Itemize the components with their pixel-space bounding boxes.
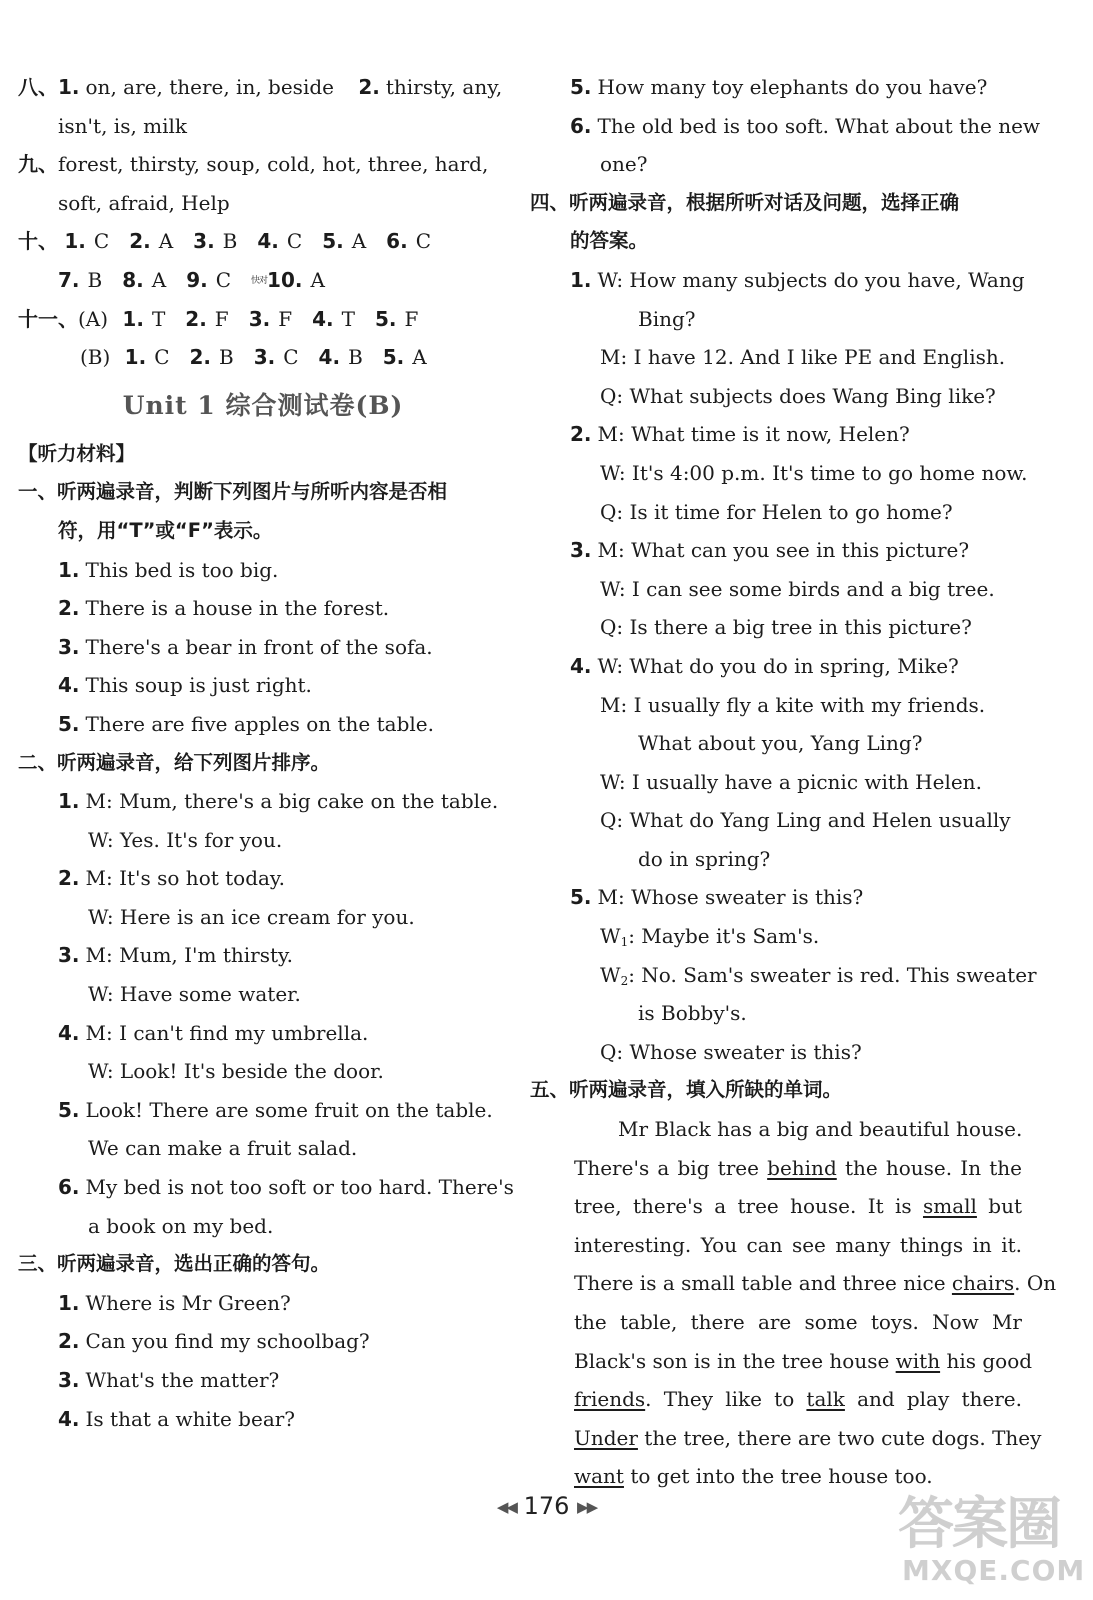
answer-section-10-cont (18, 261, 508, 300)
right-column (530, 68, 1057, 1496)
s2-item-3: 3. M: Mum, I'm thirsty. (58, 943, 294, 968)
s4-q4-reply-cont: What about you, Yang Ling? (638, 731, 923, 756)
s5-line-5: There is a small table and three nice chairs. On (574, 1271, 1057, 1296)
s3-item-2 (18, 1322, 508, 1361)
s5-line-8: friends. They like to talk and play there. (574, 1387, 1022, 1412)
s4-q4-question-cont: do in spring? (638, 846, 771, 871)
answer-value: C (286, 229, 303, 254)
s1-item-3 (18, 628, 508, 667)
item-number: 2. (58, 596, 80, 621)
answer-row-a (122, 307, 438, 331)
section-1-title: 一、听两遍录音，判断下列图片与所听内容是否相 (18, 480, 448, 504)
next-arrows-icon: ▶▶ (577, 1498, 597, 1516)
answer-number: 6. (386, 229, 408, 254)
s5-line-1: Mr Black has a big and beautiful house. (618, 1117, 1023, 1142)
answer-number: 1. (122, 306, 144, 331)
s5-line-10: want to get into the tree house too. (574, 1464, 933, 1489)
answer-value: A (158, 229, 174, 254)
answer-number: 4. (312, 306, 334, 331)
s3-item-1 (18, 1284, 508, 1323)
answer-number: 3. (193, 229, 215, 254)
answer-number: 1. (124, 345, 147, 370)
s4-q2: 2. M: What time is it now, Helen? (570, 422, 910, 447)
item-text: This bed is too big. (85, 557, 279, 582)
s4-q1-reply: M: I have 12. And I like PE and English. (600, 345, 1006, 370)
s2-item-6: 6. My bed is not too soft or too hard. There's (58, 1175, 514, 1200)
answer-value: A (310, 267, 325, 292)
s4-q1-cont: Bing? (638, 306, 696, 331)
s5-line-9: Under the tree, there are two cute dogs. They (574, 1425, 1042, 1450)
answer-section-8: 八、1. on, are, there, in, beside 2. thirsty, any, (18, 75, 503, 99)
s5-line-2: There's a big tree behind the house. In the (574, 1155, 1023, 1180)
s4-q4-reply: M: I usually fly a kite with my friends. (600, 692, 986, 717)
answer-section-9-cont: soft, afraid, Help (58, 190, 230, 215)
watermark-logo: 答案圈 MXQE.COM (898, 1492, 1086, 1587)
s4-q5: 5. M: Whose sweater is this? (570, 885, 864, 910)
item-number: 4. (58, 673, 80, 698)
s4-q1-question: Q: What subjects does Wang Bing like? (600, 383, 996, 408)
answer-blank: want (574, 1464, 624, 1489)
answer-number: 3. (253, 345, 276, 370)
s4-q1: 1. W: How many subjects do you have, Wang (570, 267, 1025, 292)
section-1-title-cont: 符，用“T”或“F”表示。 (58, 518, 273, 542)
answer-value: A (151, 267, 167, 292)
answer-row-2 (58, 268, 345, 292)
answer-value: B (87, 267, 103, 292)
answer-number: 5. (382, 345, 405, 370)
answer-number: 4. (257, 229, 279, 254)
s5-line-6: the table, there are some toys. Now Mr (574, 1310, 1022, 1334)
item-text: There is a house in the forest. (85, 596, 390, 621)
s4-q4-reply-2: W: I usually have a picnic with Helen. (600, 769, 982, 794)
answer-value: B (219, 345, 234, 370)
item-number: 1. (58, 1290, 80, 1315)
answer-value: F (404, 306, 419, 331)
answer-section-11a: 十一、(A) 1. T 2. F 3. F 4. T 5. F (18, 300, 508, 339)
answer-value: B (222, 229, 238, 254)
stamp-mark: 快对 (251, 275, 268, 286)
s5-line-4: interesting. You can see many things in it. (574, 1232, 1022, 1257)
item-text: Can you find my schoolbag? (85, 1329, 370, 1354)
page-number: 176 (523, 1492, 570, 1520)
answer-number: 5. (374, 306, 397, 331)
answer-value: B (348, 345, 363, 370)
item-text: Is that a white bear? (85, 1406, 296, 1431)
s2-item-1-reply: W: Yes. It's for you. (88, 827, 283, 852)
item-text: This soup is just right. (85, 673, 312, 698)
s1-item-2 (18, 589, 508, 628)
item-number: 5. (58, 711, 80, 736)
answer-value: A (412, 345, 427, 370)
s3-item-5: 5. How many toy elephants do you have? (570, 75, 988, 99)
answer-number: 2. (185, 306, 207, 331)
item-text: What's the matter? (85, 1368, 280, 1392)
answer-value: A (351, 229, 367, 254)
answer-number: 4. (318, 345, 341, 370)
s4-q3-reply: W: I can see some birds and a big tree. (600, 576, 995, 601)
answer-number: 2. (189, 345, 212, 370)
answer-blank: with (895, 1348, 941, 1373)
s1-item-4 (18, 666, 508, 705)
section-3-items (18, 1284, 508, 1438)
section-5-title: 五、听两遍录音，填入所缺的单词。 (530, 1078, 843, 1102)
answer-section-9: 九、forest, thirsty, soup, cold, hot, three, hard, (18, 152, 489, 177)
item-text: Where is Mr Green? (85, 1290, 291, 1315)
answer-section-10: 十、 1. C 2. A 3. B 4. C 5. A 6. C (18, 222, 508, 261)
answer-number: 7. (58, 267, 80, 292)
s2-item-2: 2. M: It's so hot today. (58, 866, 285, 891)
answer-blank: Under (574, 1425, 638, 1450)
s4-q5-reply-2: $W_2$: No. Sam's sweater is red. This sweater (600, 962, 1037, 988)
s2-item-5: 5. Look! There are some fruit on the table. (58, 1097, 493, 1122)
s2-item-4: 4. M: I can't find my umbrella. (58, 1020, 369, 1045)
answer-value: C (283, 345, 299, 370)
s2-item-2-reply: W: Here is an ice cream for you. (88, 904, 415, 929)
answer-value: C (93, 229, 110, 254)
s2-item-1: 1. M: Mum, there's a big cake on the table. (58, 789, 499, 814)
s5-line-7: Black's son is in the tree house with his good (574, 1348, 1033, 1373)
answer-blank: small (922, 1194, 977, 1219)
section-2-title: 二、听两遍录音，给下列图片排序。 (18, 750, 331, 774)
s4-q4-question: Q: What do Yang Ling and Helen usually (600, 808, 1011, 833)
item-number: 1. (58, 557, 80, 582)
item-text: There are five apples on the table. (85, 711, 434, 736)
section-1-items (18, 551, 508, 744)
answer-value: F (214, 306, 229, 331)
answer-number: 5. (322, 229, 344, 254)
answer-number: 2. (129, 229, 151, 254)
answer-value: F (278, 306, 293, 331)
item-number: 2. (58, 1329, 80, 1354)
s2-item-3-reply: W: Have some water. (88, 982, 301, 1007)
s4-q5-question: Q: Whose sweater is this? (600, 1039, 862, 1064)
material-heading: 【听力材料】 (18, 441, 136, 465)
answer-section-11b: (B) 1. C 2. B 3. C 4. B 5. A (18, 338, 508, 377)
s4-q3-question: Q: Is there a big tree in this picture? (600, 615, 972, 640)
section-4-title-cont: 的答案。 (570, 229, 649, 253)
left-column (18, 68, 514, 1438)
answer-value: T (341, 306, 355, 331)
s3-item-3 (18, 1361, 508, 1400)
s4-q5-reply-2-cont: is Bobby's. (638, 1001, 747, 1026)
answer-number: 9. (186, 267, 208, 292)
answer-number: 8. (122, 267, 144, 292)
answer-blank: talk (806, 1387, 845, 1412)
s4-q3: 3. M: What can you see in this picture? (570, 538, 970, 563)
answer-section-8-cont: isn't, is, milk (58, 113, 188, 138)
unit-title: Unit 1 综合测试卷(B) (122, 390, 404, 420)
prev-arrows-icon: ◀◀ (496, 1498, 516, 1516)
s3-item-6-cont: one? (600, 152, 648, 177)
s5-line-3: tree, there's a tree house. It is small but (574, 1194, 1023, 1219)
s2-item-6-cont: a book on my bed. (88, 1213, 274, 1238)
item-text: There's a bear in front of the sofa. (85, 634, 433, 659)
s4-q2-reply: W: It's 4:00 p.m. It's time to go home now. (600, 460, 1028, 485)
answer-number: 1. (64, 229, 86, 254)
answer-value: C (154, 345, 170, 370)
answer-row-b (125, 345, 447, 369)
s2-item-4-reply: W: Look! It's beside the door. (88, 1059, 384, 1084)
answer-blank: chairs (951, 1271, 1015, 1296)
s4-q2-question: Q: Is it time for Helen to go home? (600, 499, 953, 524)
s1-item-5 (18, 705, 508, 744)
s3-item-4 (18, 1400, 508, 1439)
item-number: 3. (58, 1368, 80, 1392)
answer-value: C (215, 267, 232, 292)
s4-q4: 4. W: What do you do in spring, Mike? (570, 653, 959, 678)
s2-item-5-cont: We can make a fruit salad. (88, 1136, 358, 1161)
section-3-title: 三、听两遍录音，选出正确的答句。 (18, 1252, 331, 1276)
answer-row-1 (64, 229, 451, 253)
answer-value: C (415, 229, 431, 254)
answer-value: T (151, 306, 166, 331)
item-number: 3. (58, 634, 80, 659)
s3-item-6: 6. The old bed is too soft. What about the new (570, 113, 1041, 138)
s4-q5-reply: $W_1$: Maybe it's Sam's. (600, 924, 820, 950)
answer-blank: friends (574, 1387, 646, 1412)
answer-blank: behind (767, 1155, 837, 1180)
answer-number: 10. (267, 267, 303, 292)
s1-item-1 (18, 551, 508, 590)
item-number: 4. (58, 1406, 80, 1431)
answer-number: 3. (248, 306, 271, 331)
section-4-title: 四、听两遍录音，根据所听对话及问题，选择正确 (530, 190, 960, 214)
